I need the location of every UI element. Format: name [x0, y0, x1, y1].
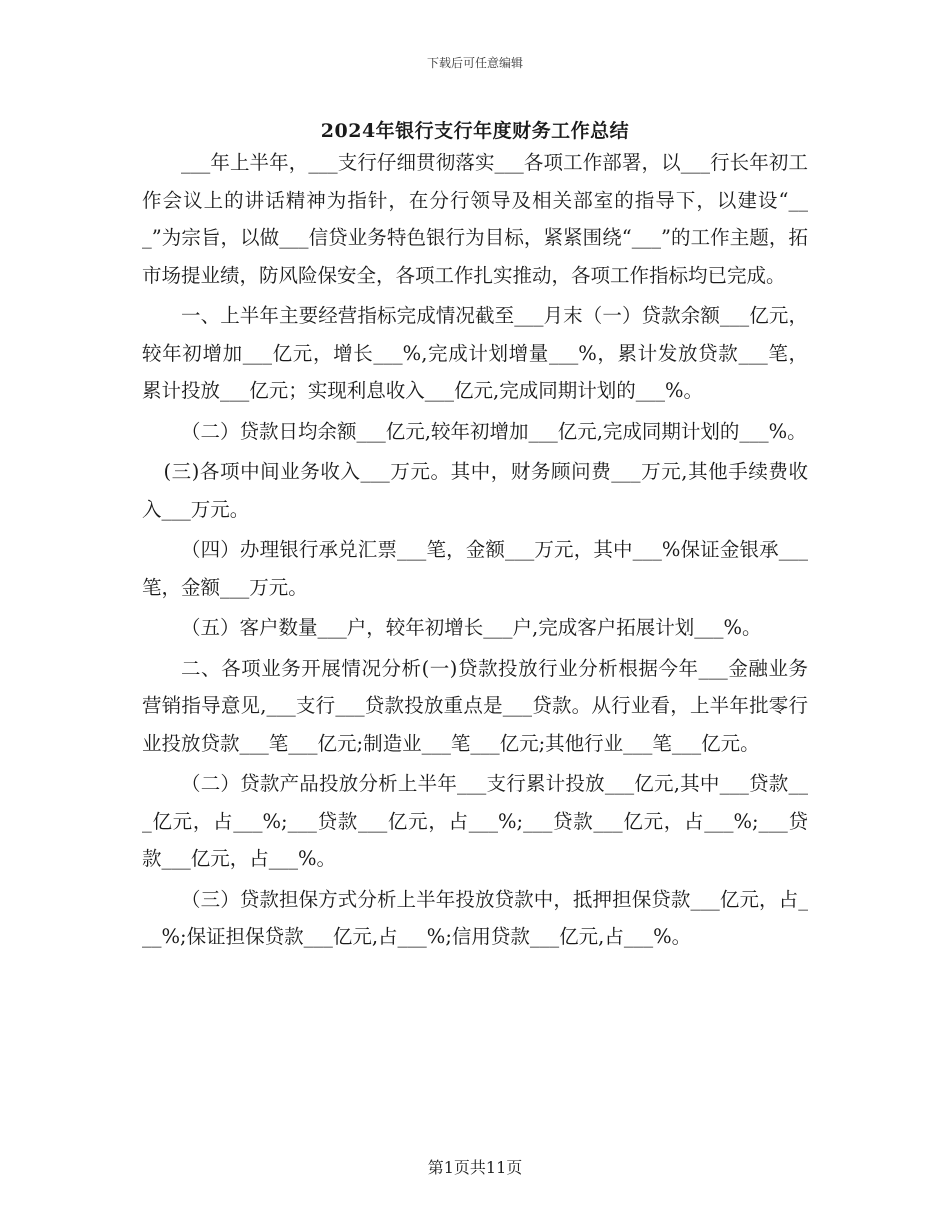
- paragraph-item-4: （四）办理银行承兑汇票___笔，金额___万元，其中___%保证金银承___笔，金额___万元。: [142, 538, 808, 599]
- paragraph-section-2-item-3: （三）贷款担保方式分析上半年投放贷款中，抵押担保贷款___亿元，占___%;保证担保贷款___亿元,占___%;信用贷款___亿元,占___%。: [142, 887, 808, 948]
- paragraph-section-2: 二、各项业务开展情况分析(一)贷款投放行业分析根据今年___金融业务营销指导意见,___支行___贷款投放重点是___贷款。从行业看，上半年批零行业投放贷款___笔___亿元;制造业___笔___亿元;其他行业___笔___亿元。: [142, 656, 808, 755]
- page-number-footer: 第1页共11页: [427, 1158, 523, 1177]
- paragraph-intro: ___年上半年，___支行仔细贯彻落实___各项工作部署，以___行长年初工作会议上的讲话精神为指针，在分行领导及相关部室的指导下，以建设“___”为宗旨，以做___信贷业务特色银行为目标，紧紧围绕“___”的工作主题，拓市场提业绩，防风险保安全，各项工作扎实推动，各项工作指标均已完成。: [142, 151, 808, 287]
- header-note: 下载后可任意编辑: [426, 56, 523, 70]
- document-title: 2024年银行支行年度财务工作总结: [320, 120, 630, 142]
- document-body: [142, 144, 808, 959]
- paragraph-item-2: （二）贷款日均余额___亿元,较年初增加___亿元,完成同期计划的___%。: [181, 419, 807, 443]
- paragraph-section-2-item-2: （二）贷款产品投放分析上半年___支行累计投放___亿元,其中___贷款___亿元，占___%;___贷款___亿元，占___%;___贷款___亿元，占___%;___贷款___亿元，占___%。: [142, 772, 808, 870]
- paragraph-item-3: (三)各项中间业务收入___万元。其中，财务顾问费___万元,其他手续费收入___万元。: [142, 460, 808, 521]
- paragraph-section-1: 一、上半年主要经营指标完成情况截至___月末（一）贷款余额___亿元，较年初增加___亿元，增长___%,完成计划增量___%，累计发放贷款___笔，累计投放___亿元；实现利息收入___亿元,完成同期计划的___%。: [142, 304, 808, 402]
- paragraph-item-5: （五）客户数量___户，较年初增长___户,完成客户拓展计划___%。: [181, 616, 762, 639]
